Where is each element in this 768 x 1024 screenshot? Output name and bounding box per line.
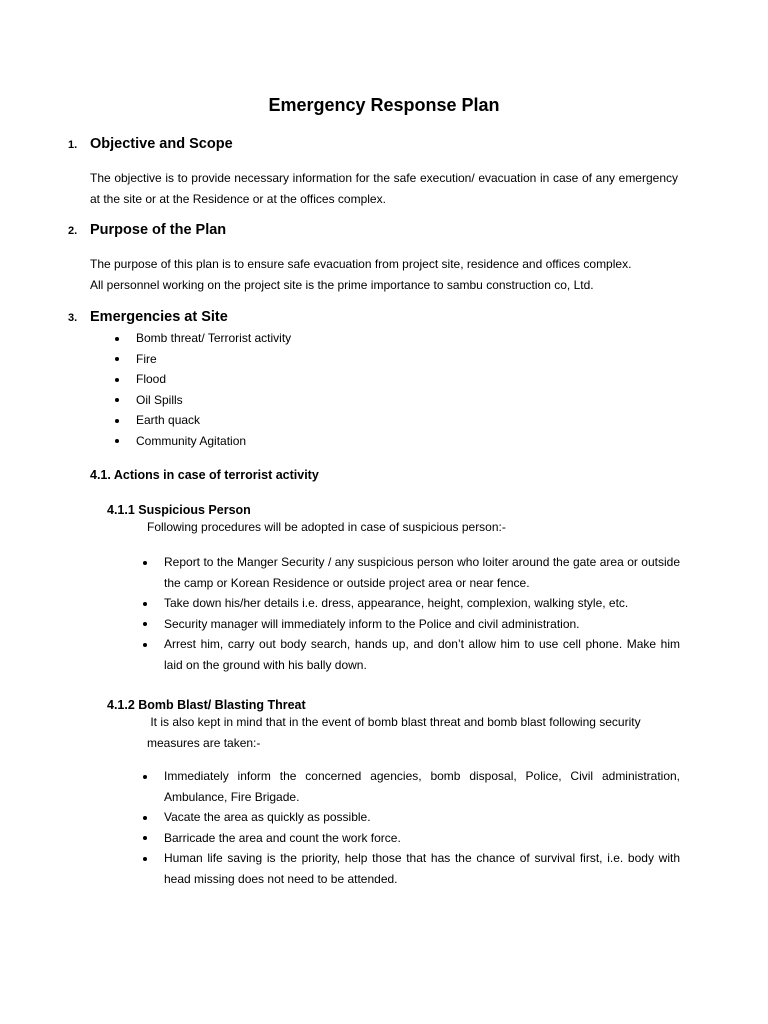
subsection-4-1-2-heading: 4.1.2 Bomb Blast/ Blasting Threat (107, 698, 306, 712)
list-item: Earth quack (136, 410, 696, 431)
section-number: 2. (68, 225, 78, 237)
list-item: Community Agitation (136, 431, 696, 452)
section-1-heading (68, 134, 233, 155)
list-item: Fire (136, 349, 696, 370)
section-3-heading (68, 307, 228, 328)
list-item: Security manager will immediately inform to the Police and civil administration. (164, 614, 680, 635)
subsection-4-1-heading: 4.1. Actions in case of terrorist activity (90, 468, 319, 482)
section-2-line-1: The purpose of this plan is to ensure safe evacuation from project site, residence and offices complex. (90, 257, 632, 271)
list-item: Report to the Manger Security / any suspicious person who loiter around the gate area or outside the camp or Korean Residence or outside project area or near fence. (164, 552, 680, 593)
list-item: Bomb threat/ Terrorist activity (136, 328, 696, 349)
section-2-line-2: All personnel working on the project site is the prime importance to sambu construction co, Ltd. (90, 277, 594, 292)
list-item: Vacate the area as quickly as possible. (164, 807, 680, 828)
section-number: 3. (68, 312, 78, 324)
emergencies-list (136, 328, 696, 452)
bomb-threat-list (164, 766, 680, 890)
section-2-heading (68, 220, 226, 241)
list-item: Take down his/her details i.e. dress, appearance, height, complexion, walking style, etc. (164, 593, 680, 614)
list-item: Immediately inform the concerned agencies, bomb disposal, Police, Civil administration, Ambulance, Fire Brigade. (164, 766, 680, 807)
section-title: Purpose of the Plan (90, 222, 227, 238)
subsection-4-1-1-intro: Following procedures will be adopted in case of suspicious person:- (147, 520, 506, 534)
section-1-text: The objective is to provide necessary information for the safe execution/ evacuation in case of any emergency at the site or at the Residence or at the offices complex. (90, 171, 678, 206)
suspicious-person-list (164, 552, 680, 676)
section-number: 1. (68, 139, 78, 151)
list-item: Barricade the area and count the work force. (164, 828, 680, 849)
section-title: Emergencies at Site (90, 309, 228, 325)
list-item: Arrest him, carry out body search, hands up, and don’t allow him to use cell phone. Make him laid on the ground with his bally down. (164, 634, 680, 675)
section-2-text (90, 254, 678, 295)
list-item: Human life saving is the priority, help those that has the chance of survival first, i.e. body with head missing does not need to be attended. (164, 848, 680, 889)
subsection-4-1-2-intro-line-2: measures are taken:- (147, 736, 261, 750)
subsection-4-1-2-intro-line-1: It is also kept in mind that in the event of bomb blast threat and bomb blast following security (147, 715, 641, 729)
section-title: Objective and Scope (90, 136, 233, 152)
list-item: Oil Spills (136, 390, 696, 411)
list-item: Flood (136, 369, 696, 390)
document-title: Emergency Response Plan (268, 95, 500, 115)
subsection-4-1-1-heading: 4.1.1 Suspicious Person (107, 503, 251, 517)
